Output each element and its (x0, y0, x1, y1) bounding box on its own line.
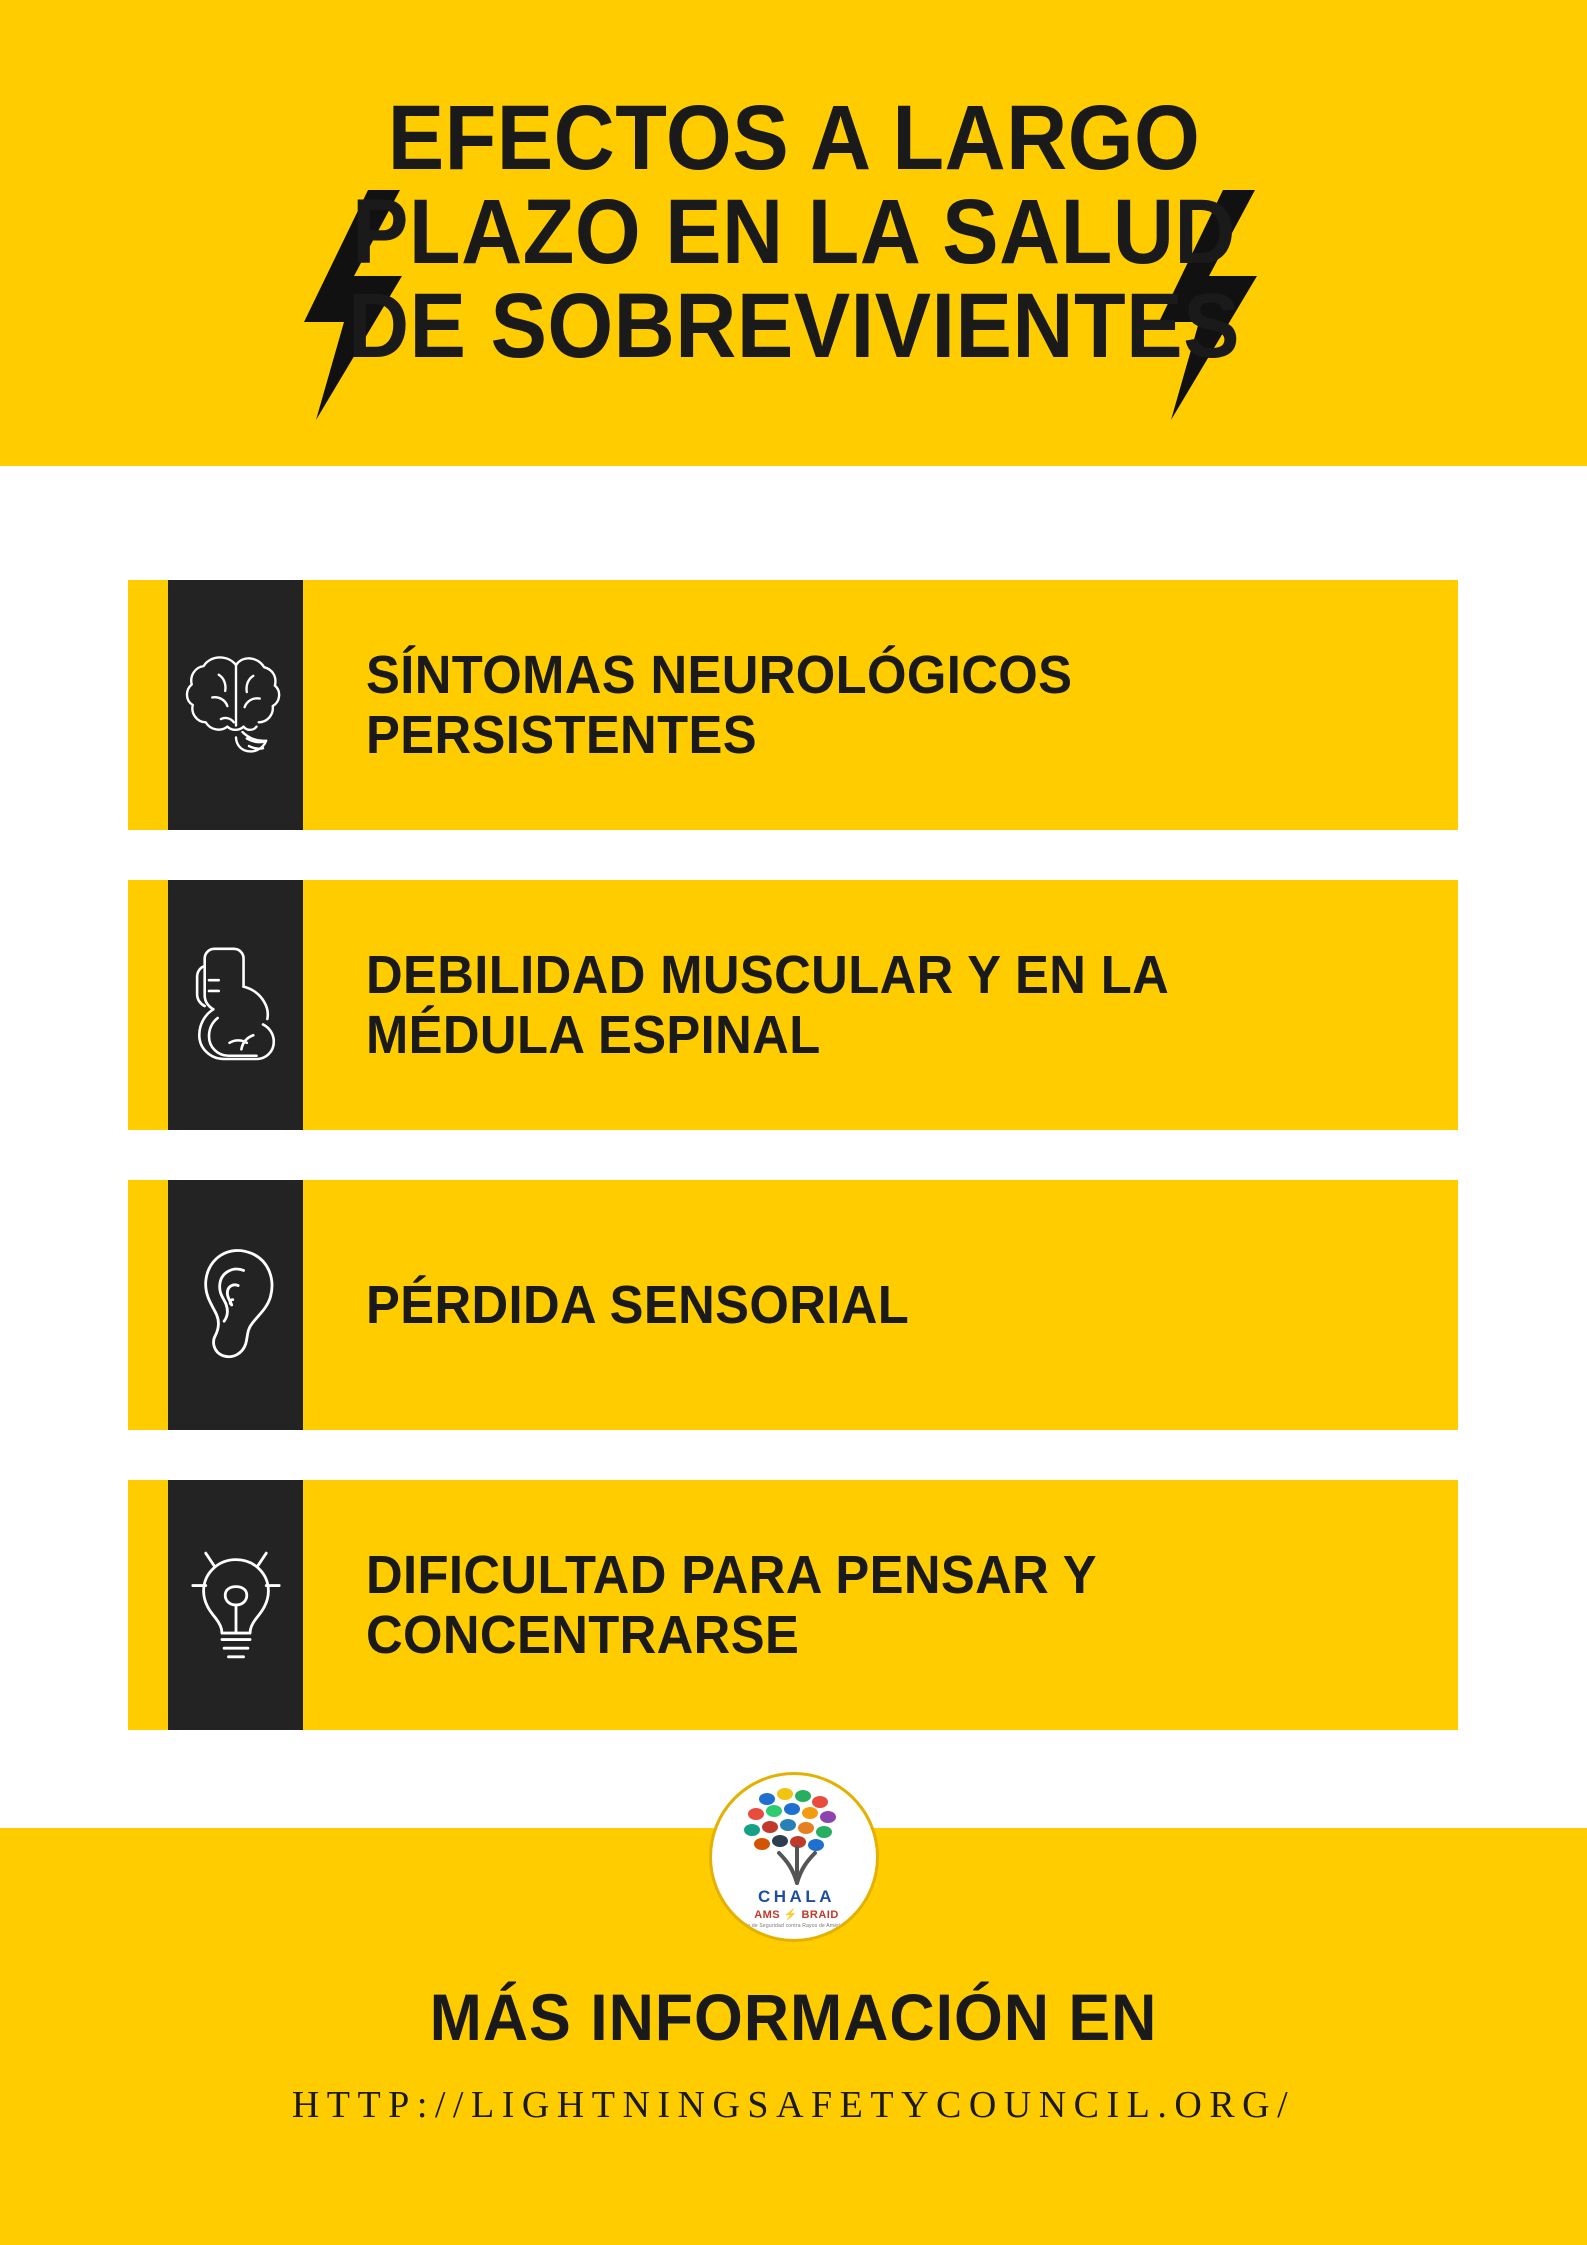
icon-container (168, 580, 303, 830)
chala-logo (709, 1772, 879, 1942)
list-item-label: DEBILIDAD MUSCULAR Y EN LA MÉDULA ESPINAL (366, 944, 1168, 1065)
flexed-arm-muscle-icon (182, 939, 290, 1071)
effects-list-section (0, 466, 1587, 1828)
logo-subtitle: AMS ⚡ BRAID (754, 1909, 839, 1921)
flag-tree-graphic (712, 1783, 879, 1887)
page-title: EFECTOS A LARGO PLAZO EN LA SALUD DE SOBREVIVIENTES (347, 87, 1240, 377)
list-item-label: SÍNTOMAS NEUROLÓGICOS PERSISTENTES (366, 644, 1073, 765)
list-item (128, 1180, 1458, 1430)
lightbulb-icon (182, 1539, 290, 1671)
ear-icon (182, 1239, 290, 1371)
list-item (128, 580, 1458, 830)
header-banner (0, 0, 1587, 466)
website-url[interactable]: HTTP://LIGHTNINGSAFETYCOUNCIL.ORG/ (291, 2084, 1296, 2126)
icon-container (168, 1180, 303, 1430)
icon-container (168, 880, 303, 1130)
list-item-label: DIFICULTAD PARA PENSAR Y CONCENTRARSE (366, 1544, 1097, 1665)
list-item (128, 1480, 1458, 1730)
list-item (128, 880, 1458, 1130)
brain-icon (182, 639, 290, 771)
icon-container (168, 1480, 303, 1730)
logo-fine-print: Consejo de Seguridad contra Rayos de América Latina (730, 1923, 863, 1929)
logo-title: CHALA (758, 1887, 835, 1906)
footer-heading: MÁS INFORMACIÓN EN (429, 1980, 1158, 2054)
effects-list (128, 580, 1458, 1780)
list-item-label: PÉRDIDA SENSORIAL (366, 1274, 910, 1335)
